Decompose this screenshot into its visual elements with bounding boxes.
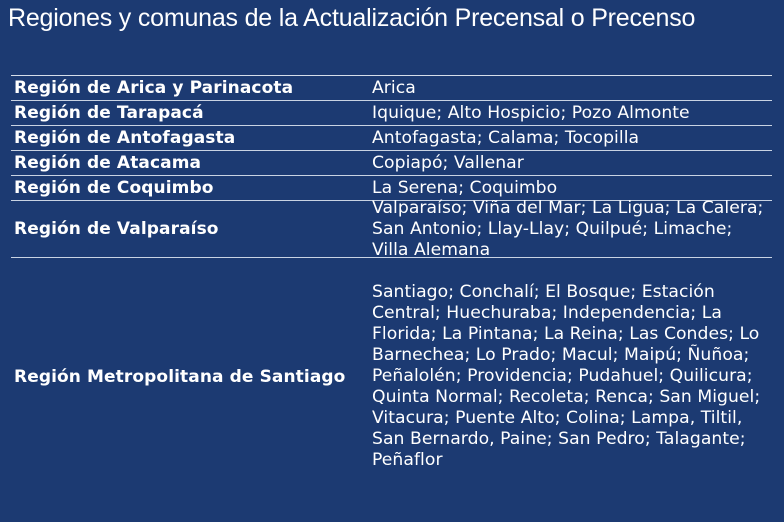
region-communes: La Serena; Coquimbo xyxy=(372,177,558,198)
region-communes: Valparaíso; Viña del Mar; La Ligua; La Calera; San Antonio; Llay-Llay; Quilpué; Limache; Villa Alemana xyxy=(372,197,764,260)
region-name: Región Metropolitana de Santiago xyxy=(14,366,346,387)
table-row xyxy=(11,151,772,176)
region-communes: Iquique; Alto Hospicio; Pozo Almonte xyxy=(372,102,690,123)
region-communes: Antofagasta; Calama; Tocopilla xyxy=(372,127,640,148)
table-row xyxy=(11,126,772,151)
region-communes: Santiago; Conchalí; El Bosque; Estación Central; Huechuraba; Independencia; La Florida; La Pintana; La Reina; Las Condes; Lo Barnechea; Lo Prado; Macul; Maipú; Ñuñoa; Peñalolén; Providencia; Pudahuel; Quilicura; Quinta Normal; Recoleta; Renca; San Miguel; Vitacura; Puente Alto; Colina; Lampa, Tiltil, San Bernardo, Paine; San Pedro; Talagante; Peñaflor xyxy=(372,282,761,470)
region-name: Región de Antofagasta xyxy=(14,128,236,148)
table-row xyxy=(11,197,772,260)
table-row xyxy=(11,101,772,126)
page-title: Regiones y comunas de la Actualización Precensal o Precenso xyxy=(8,4,696,32)
table-row xyxy=(11,258,772,495)
region-communes: Arica xyxy=(372,77,416,98)
region-name: Región de Coquimbo xyxy=(14,178,214,198)
region-name: Región de Arica y Parinacota xyxy=(14,78,294,98)
region-name: Región de Valparaíso xyxy=(14,219,219,239)
region-name: Región de Atacama xyxy=(14,153,202,173)
region-communes: Copiapó; Vallenar xyxy=(372,152,524,173)
table-row xyxy=(11,76,772,101)
region-name: Región de Tarapacá xyxy=(14,103,204,123)
regions-table xyxy=(11,75,772,495)
